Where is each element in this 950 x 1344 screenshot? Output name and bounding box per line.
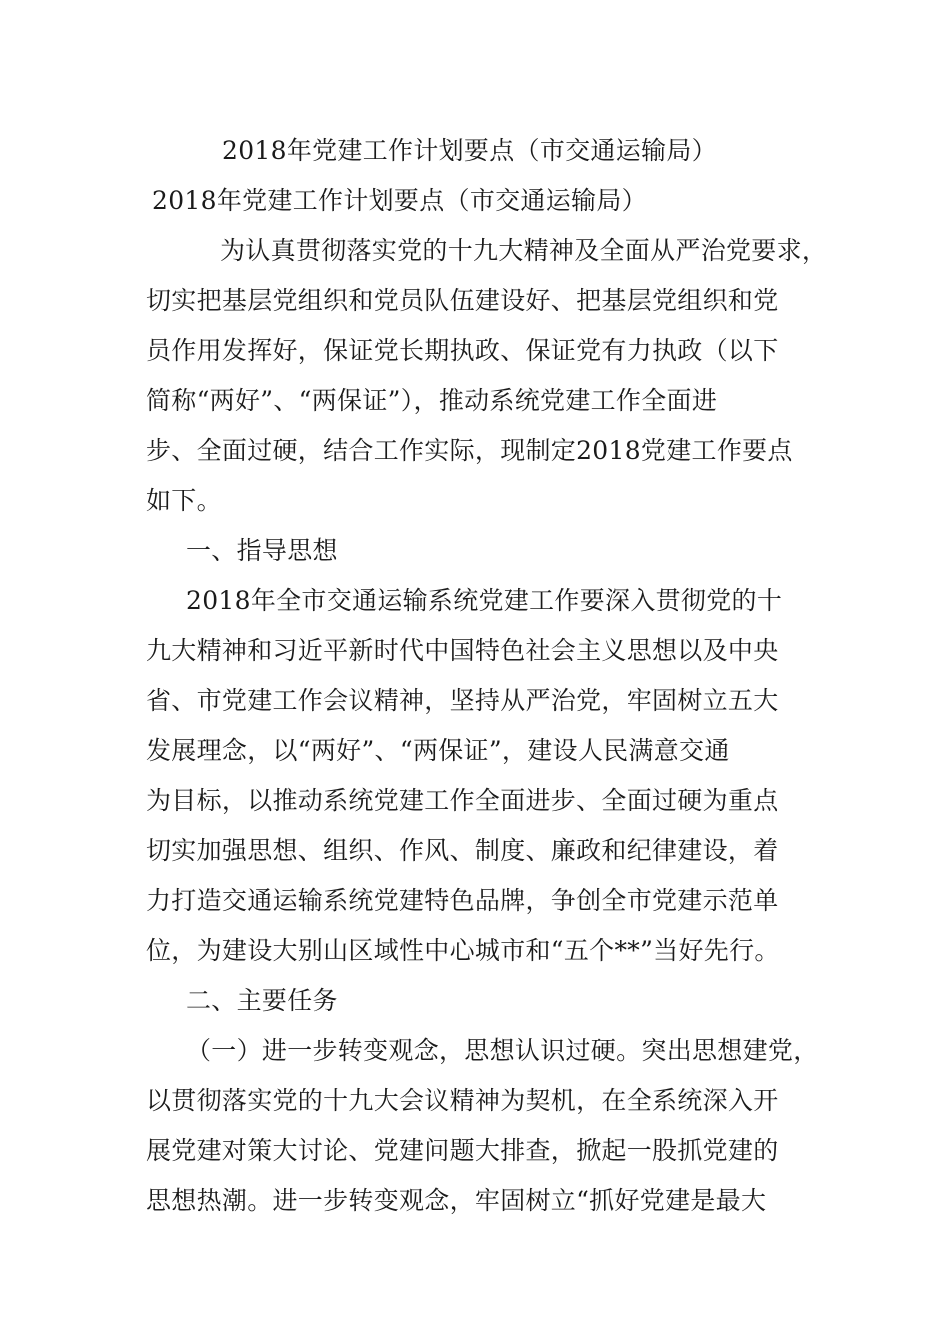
intro-line: 简称“两好”、“两保证”），推动系统党建工作全面进 (146, 386, 718, 415)
document-title: 2018年党建工作计划要点（市交通运输局） (222, 136, 717, 165)
intro-line: 员作用发挥好，保证党长期执政、保证党有力执政（以下 (146, 336, 779, 365)
section1-line: 发展理念，以“两好”、“两保证”，建设人民满意交通 (146, 736, 730, 765)
section1-line: 九大精神和习近平新时代中国特色社会主义思想以及中央 (146, 636, 779, 665)
section1-line: 位，为建设大别山区域性中心城市和“五个**”当好先行。 (146, 936, 780, 965)
section2-line: 思想热潮。进一步转变观念，牢固树立“抓好党建是最大 (146, 1186, 767, 1215)
section1-line: 力打造交通运输系统党建特色品牌，争创全市党建示范单 (146, 886, 779, 915)
document-subtitle: 2018年党建工作计划要点（市交通运输局） (152, 186, 647, 215)
intro-line: 切实把基层党组织和党员队伍建设好、把基层党组织和党 (146, 286, 779, 315)
section1-line: 为目标，以推动系统党建工作全面进步、全面过硬为重点 (146, 786, 779, 815)
intro-line: 如下。 (146, 486, 222, 515)
intro-line: 步、全面过硬，结合工作实际，现制定2018党建工作要点 (146, 436, 793, 465)
section1-line: 2018年全市交通运输系统党建工作要深入贯彻党的十 (186, 586, 783, 615)
section2-line: （一）进一步转变观念，思想认识过硬。突出思想建党， (186, 1036, 819, 1065)
section1-line: 省、市党建工作会议精神，坚持从严治党，牢固树立五大 (146, 686, 779, 715)
section-heading-guiding-ideology: 一、指导思想 (186, 536, 338, 565)
section-heading-main-tasks: 二、主要任务 (186, 986, 338, 1015)
section1-line: 切实加强思想、组织、作风、制度、廉政和纪律建设，着 (146, 836, 779, 865)
section2-line: 以贯彻落实党的十九大会议精神为契机，在全系统深入开 (146, 1086, 779, 1115)
section2-line: 展党建对策大讨论、党建问题大排查，掀起一股抓党建的 (146, 1136, 779, 1165)
intro-line: 为认真贯彻落实党的十九大精神及全面从严治党要求， (220, 236, 828, 265)
